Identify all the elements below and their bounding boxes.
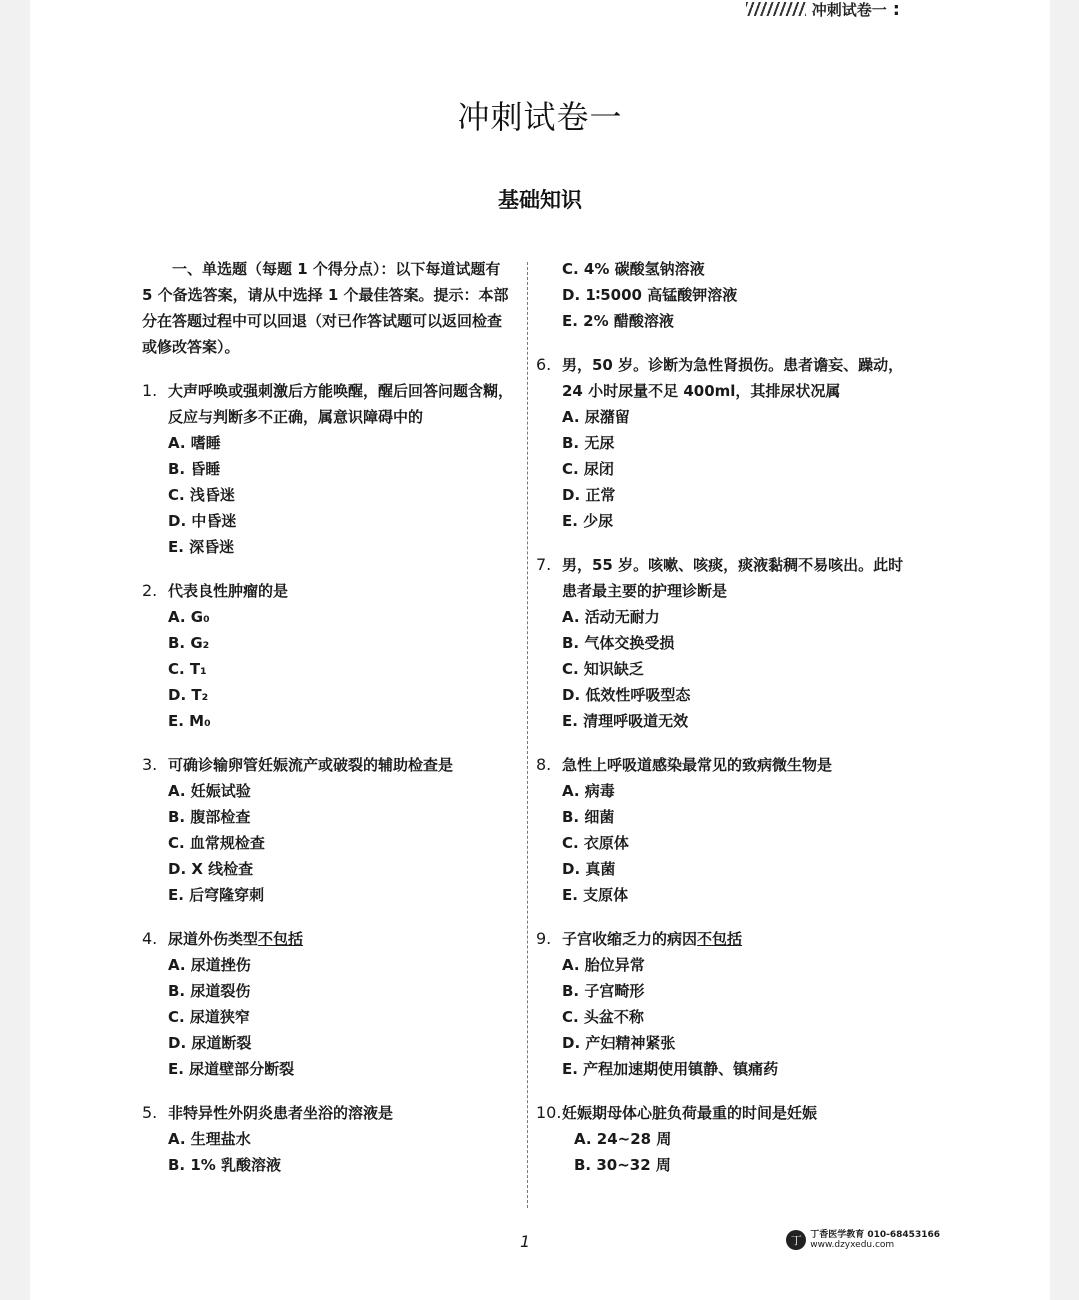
left-column bbox=[142, 256, 514, 1196]
section-subtitle: 基础知识 bbox=[498, 188, 582, 212]
option: C. 4% 碳酸氢钠溶液 bbox=[562, 260, 705, 278]
publisher-logo-icon: 丁 bbox=[786, 1230, 806, 1250]
option: D. 正常 bbox=[562, 486, 616, 504]
option: B. 气体交换受损 bbox=[562, 634, 675, 652]
option: D. 尿道断裂 bbox=[168, 1034, 252, 1052]
question-stem: 代表良性肿瘤的是 bbox=[168, 582, 289, 600]
column-divider bbox=[527, 262, 528, 1208]
option: A. 胎位异常 bbox=[562, 956, 645, 974]
question-number: 6. bbox=[536, 355, 552, 374]
publisher-url: www.dzyxedu.com bbox=[810, 1240, 895, 1250]
option: A. 病毒 bbox=[562, 782, 615, 800]
option: B. G₂ bbox=[168, 634, 210, 652]
question-7 bbox=[536, 552, 916, 734]
header-colon-mark: : bbox=[892, 0, 900, 20]
right-column bbox=[536, 256, 916, 1196]
question-stem: 可确诊输卵管妊娠流产或破裂的辅助检查是 bbox=[168, 756, 454, 774]
question-stem: 大声呼唤或强刺激后方能唤醒，醒后回答问题含糊，反应与判断多不正确，属意识障碍中的 bbox=[168, 382, 514, 426]
option: C. 衣原体 bbox=[562, 834, 629, 852]
question-5-continued bbox=[536, 256, 916, 334]
option: D. 产妇精神紧张 bbox=[562, 1034, 676, 1052]
publisher-phone: 丁香医学教育 010-68453166 bbox=[810, 1230, 940, 1240]
question-number: 2. bbox=[142, 581, 158, 600]
option: D. 1∶5000 高锰酸钾溶液 bbox=[562, 286, 738, 304]
question-number: 1. bbox=[142, 381, 158, 400]
option: B. 细菌 bbox=[562, 808, 615, 826]
option: E. 深昏迷 bbox=[168, 538, 235, 556]
option: C. 血常规检查 bbox=[168, 834, 265, 852]
question-6 bbox=[536, 352, 916, 534]
question-5 bbox=[142, 1100, 514, 1178]
option: E. M₀ bbox=[168, 712, 211, 730]
option: E. 少尿 bbox=[562, 512, 614, 530]
question-8 bbox=[536, 752, 916, 908]
question-number: 10. bbox=[536, 1103, 562, 1122]
question-stem-emphasis: 不包括 bbox=[697, 930, 743, 948]
option: C. 浅昏迷 bbox=[168, 486, 235, 504]
option: A. 尿道挫伤 bbox=[168, 956, 251, 974]
option: C. T₁ bbox=[168, 660, 207, 678]
option: B. 腹部检查 bbox=[168, 808, 251, 826]
question-stem: 急性上呼吸道感染最常见的致病微生物是 bbox=[562, 756, 833, 774]
question-10 bbox=[536, 1100, 916, 1178]
question-stem: 尿道外伤类型 bbox=[168, 930, 259, 948]
option: E. 清理呼吸道无效 bbox=[562, 712, 689, 730]
option: C. 尿道狭窄 bbox=[168, 1008, 250, 1026]
running-title: 冲刺试卷一 bbox=[811, 0, 887, 19]
question-3 bbox=[142, 752, 514, 908]
question-stem: 妊娠期母体心脏负荷最重的时间是妊娠 bbox=[562, 1104, 818, 1122]
option: B. 无尿 bbox=[562, 434, 615, 452]
option: B. 子宫畸形 bbox=[562, 982, 645, 1000]
option: D. 低效性呼吸型态 bbox=[562, 686, 691, 704]
instructions: 一、单选题（每题 1 个得分点）：以下每道试题有 5 个备选答案，请从中选择 1 个最佳答案。提示：本部分在答题过程中可以回退（对已作答试题可以返回检查或修改答案）。 bbox=[142, 260, 509, 356]
question-stem: 非特异性外阴炎患者坐浴的溶液是 bbox=[168, 1104, 394, 1122]
question-4 bbox=[142, 926, 514, 1082]
question-stem: 男，50 岁。诊断为急性肾损伤。患者谵妄、躁动，24 小时尿量不足 400ml，其排尿状况属 bbox=[562, 356, 904, 400]
option: A. 嗜睡 bbox=[168, 434, 221, 452]
option: B. 1% 乳酸溶液 bbox=[168, 1156, 282, 1174]
question-number: 8. bbox=[536, 755, 552, 774]
option: B. 昏睡 bbox=[168, 460, 221, 478]
option: D. X 线检查 bbox=[168, 860, 254, 878]
question-number: 4. bbox=[142, 929, 158, 948]
question-number: 7. bbox=[536, 555, 552, 574]
question-2 bbox=[142, 578, 514, 734]
option: B. 尿道裂伤 bbox=[168, 982, 251, 1000]
exam-page bbox=[30, 0, 1050, 1300]
option: E. 2% 醋酸溶液 bbox=[562, 312, 674, 330]
running-header bbox=[746, 0, 900, 18]
option: C. 知识缺乏 bbox=[562, 660, 644, 678]
option: C. 头盆不称 bbox=[562, 1008, 644, 1026]
page-title: 冲刺试卷一 bbox=[457, 98, 623, 136]
question-number: 5. bbox=[142, 1103, 158, 1122]
option: A. 妊娠试验 bbox=[168, 782, 251, 800]
option: D. T₂ bbox=[168, 686, 209, 704]
option: A. 24~28 周 bbox=[574, 1130, 672, 1148]
option: E. 尿道壁部分断裂 bbox=[168, 1060, 295, 1078]
option: A. G₀ bbox=[168, 608, 210, 626]
option: E. 支原体 bbox=[562, 886, 629, 904]
option: B. 30~32 周 bbox=[574, 1156, 671, 1174]
page-number: 1 bbox=[520, 1232, 531, 1251]
publisher-logo bbox=[786, 1230, 940, 1250]
option: D. 真菌 bbox=[562, 860, 616, 878]
option: E. 产程加速期使用镇静、镇痛药 bbox=[562, 1060, 779, 1078]
option: E. 后穹隆穿刺 bbox=[168, 886, 265, 904]
header-hatch-decoration bbox=[746, 2, 806, 16]
question-stem: 子宫收缩乏力的病因 bbox=[562, 930, 698, 948]
question-1 bbox=[142, 378, 514, 560]
option: A. 尿潴留 bbox=[562, 408, 630, 426]
question-9 bbox=[536, 926, 916, 1082]
option: C. 尿闭 bbox=[562, 460, 614, 478]
option: D. 中昏迷 bbox=[168, 512, 237, 530]
question-stem: 男，55 岁。咳嗽、咳痰，痰液黏稠不易咳出。此时患者最主要的护理诊断是 bbox=[562, 556, 904, 600]
question-number: 9. bbox=[536, 929, 552, 948]
option: A. 生理盐水 bbox=[168, 1130, 251, 1148]
question-number: 3. bbox=[142, 755, 158, 774]
question-stem-emphasis: 不包括 bbox=[258, 930, 304, 948]
option: A. 活动无耐力 bbox=[562, 608, 660, 626]
